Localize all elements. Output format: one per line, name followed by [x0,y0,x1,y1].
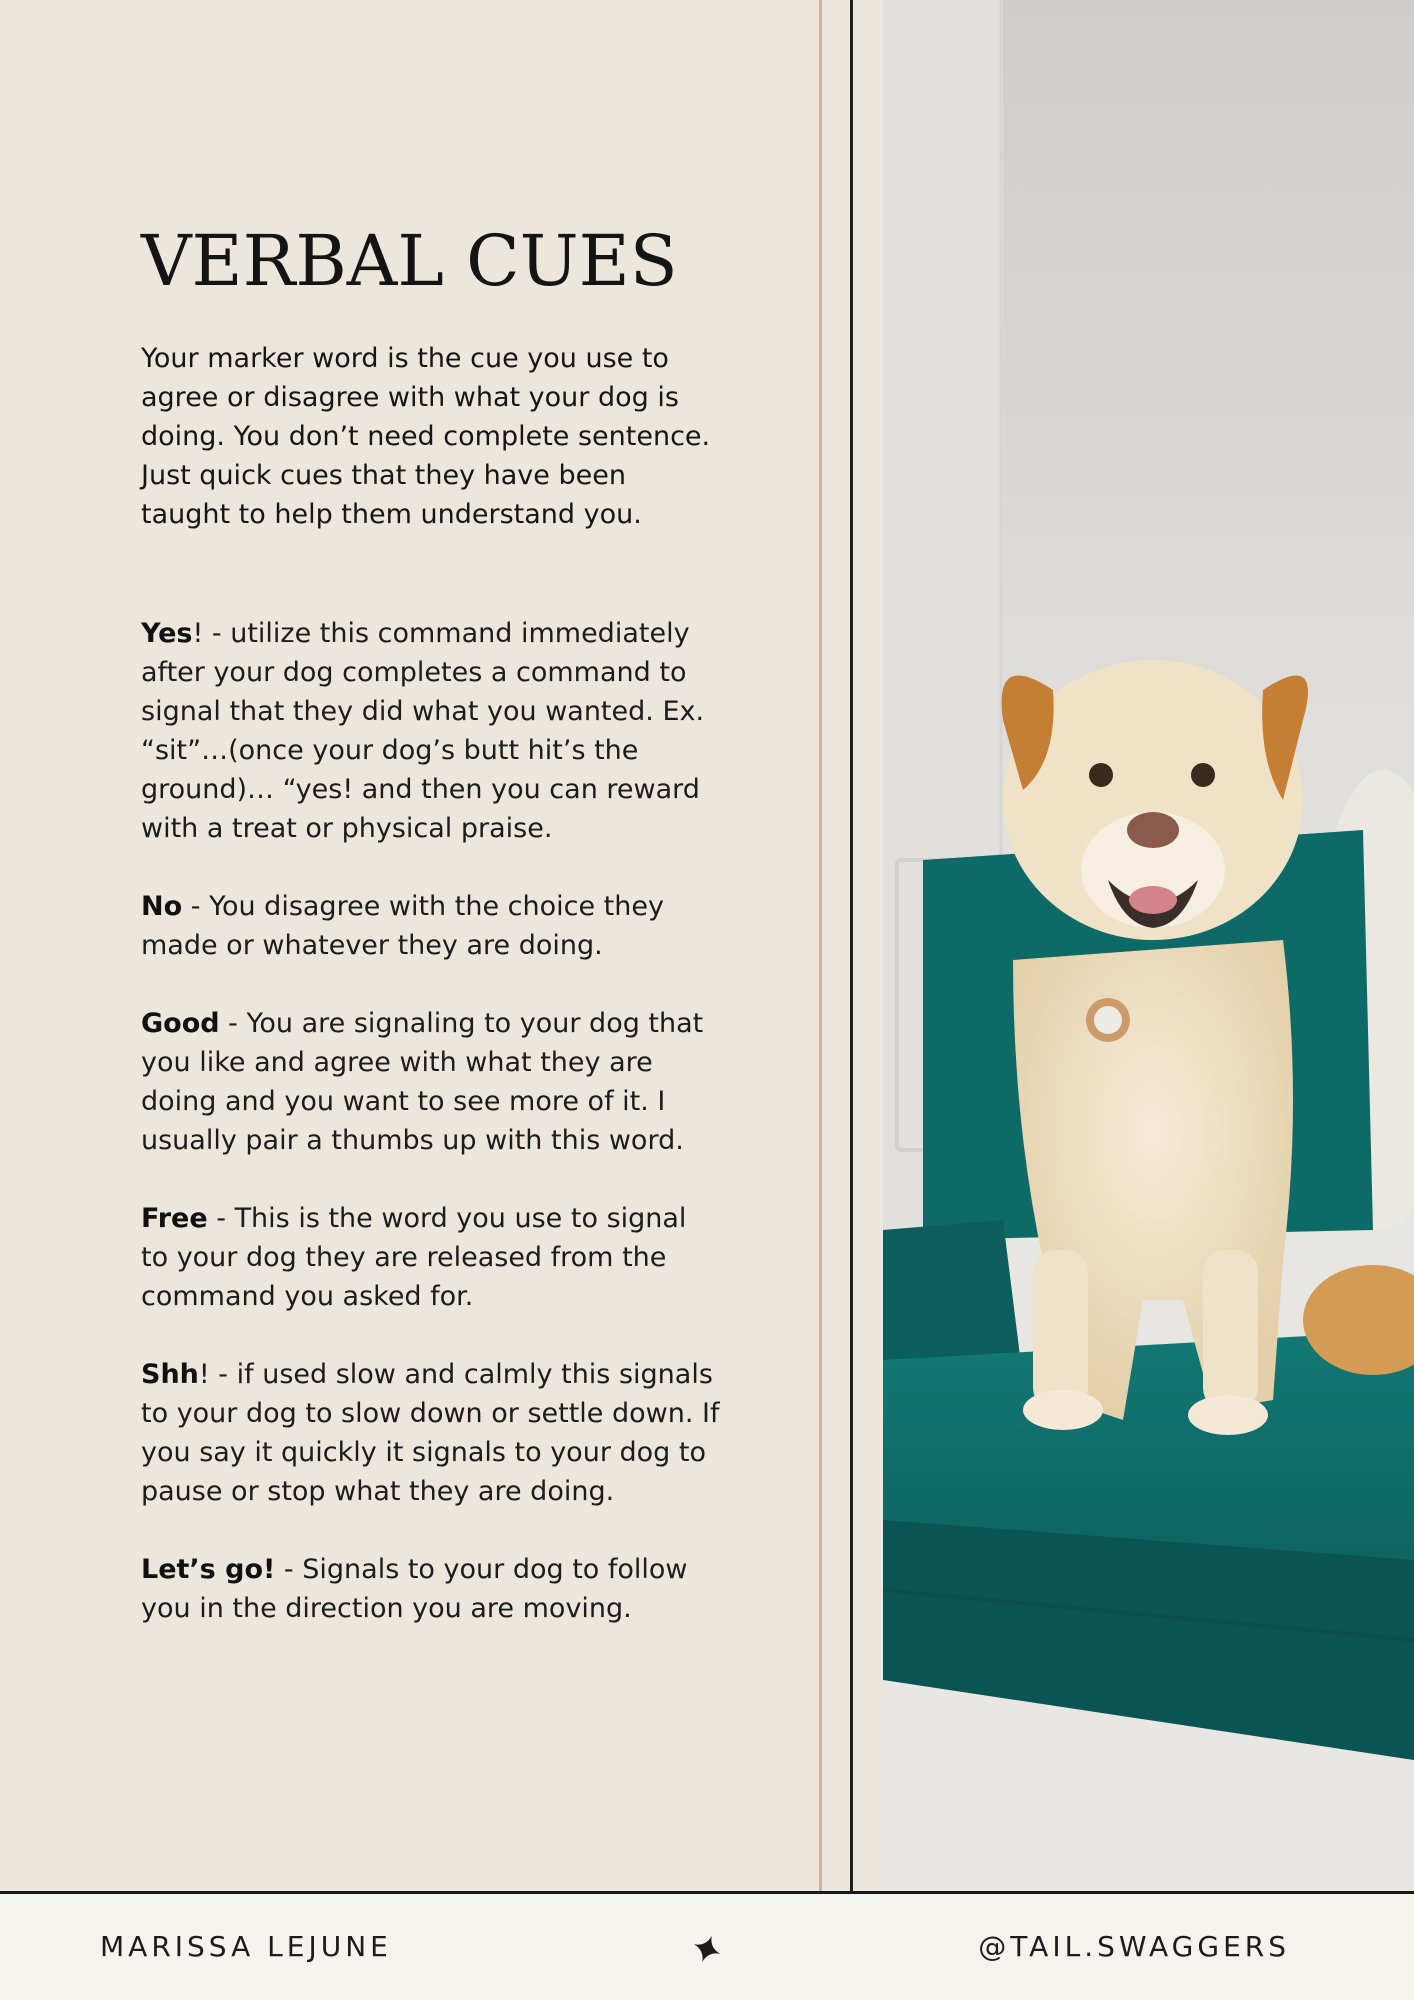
four-point-star-icon [690,1932,724,1966]
cue-no [141,887,721,965]
cue-term: Free [141,1203,208,1234]
cue-yes [141,614,721,848]
footer-author: MARISSA LEJUNE [100,1930,392,1963]
divider-thin [819,0,822,1892]
cue-term: Shh [141,1359,199,1390]
cue-good [141,1004,721,1160]
cue-description: - You disagree with the choice they made or whatever they are doing. [141,891,664,961]
footer [0,1894,1414,2000]
cue-term: Yes [141,618,193,649]
cue-list [141,614,721,1667]
cue-free [141,1199,721,1316]
page-title: VERBAL CUES [141,220,678,302]
dog-photo [883,0,1414,1890]
cue-description: - This is the word you use to signal to your dog they are released from the command you asked for. [141,1203,687,1312]
cue-term: No [141,891,183,922]
dog-photo-icon [883,0,1414,1890]
footer-handle: @TAIL.SWAGGERS [978,1930,1290,1963]
cue-term: Let’s go! [141,1554,276,1585]
cue-description: ! - utilize this command immediately after your dog completes a command to signal that they did what you wanted. Ex. “sit”…(once your dog’s butt hit’s the ground)… “yes! and then you can reward with a treat or physical praise. [141,618,705,844]
cue-term: Good [141,1008,220,1039]
cue-description: - You are signaling to your dog that you like and agree with what they are doing and you want to see more of it. I usually pair a thumbs up with this word. [141,1008,704,1156]
cue-lets-go [141,1550,721,1628]
intro-paragraph: Your marker word is the cue you use to agree or disagree with what your dog is doing. You don’t need complete sentence. Just quick cues that they have been taught to help them understand you. [141,343,711,530]
cue-description: ! - if used slow and calmly this signals to your dog to slow down or settle down. If you say it quickly it signals to your dog to pause or stop what they are doing. [141,1359,720,1507]
cue-description: - Signals to your dog to follow you in the direction you are moving. [141,1554,688,1624]
divider-dark [850,0,853,1892]
cue-shh [141,1355,721,1511]
